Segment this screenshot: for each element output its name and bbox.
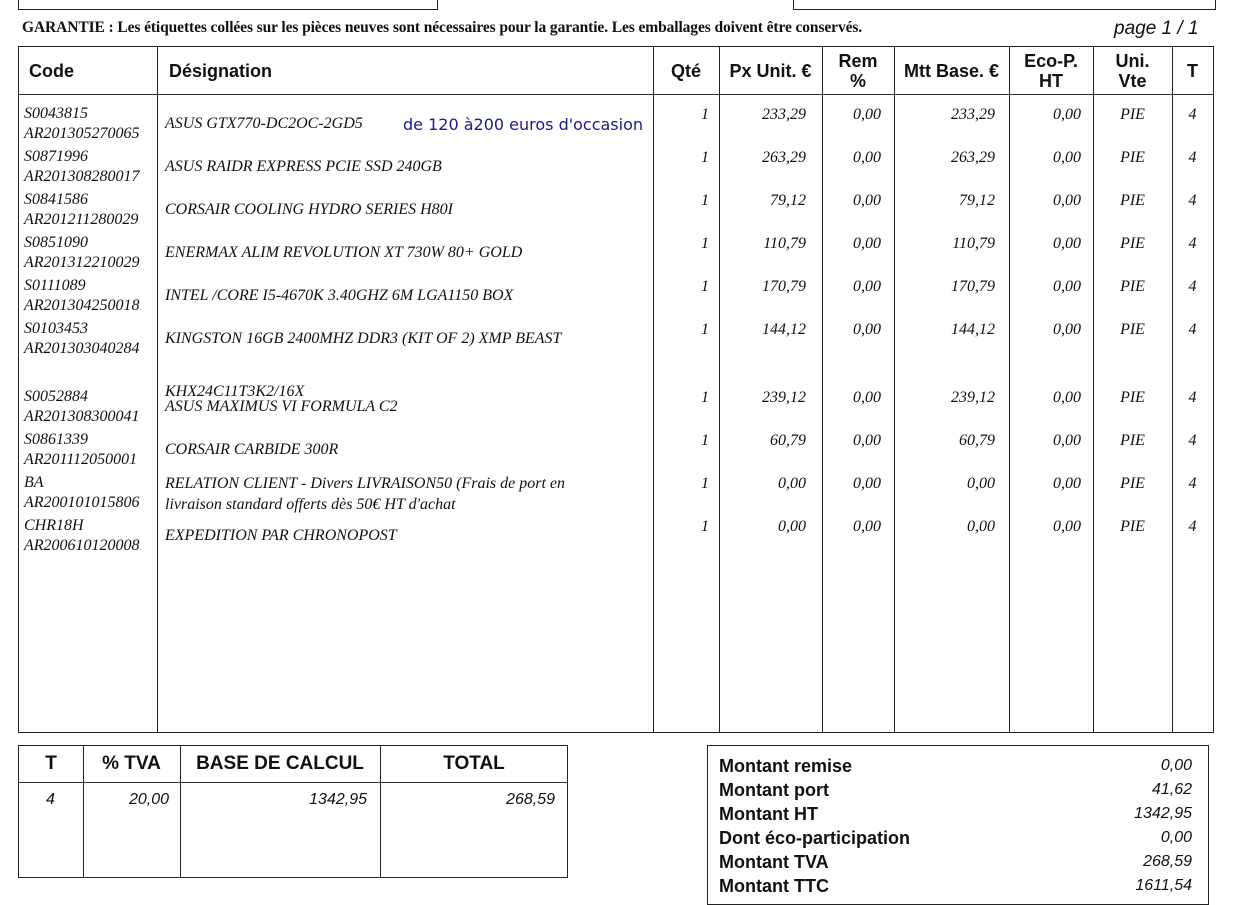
row-reference: AR200101015806 (24, 494, 140, 511)
row-discount: 0,00 (853, 518, 881, 535)
row-base-amount: 0,00 (967, 475, 995, 492)
total-label: Montant TVA (719, 851, 829, 872)
row-unit-price: 0,00 (778, 518, 806, 535)
row-sales-unit: PIE (1120, 149, 1145, 166)
row-sales-unit: PIE (1120, 432, 1145, 449)
row-designation: EXPEDITION PAR CHRONOPOST (165, 527, 397, 544)
invoice-lines-table (18, 46, 1214, 733)
column-divider (822, 47, 823, 732)
vat-header-rate: % TVA (102, 753, 161, 774)
total-row (719, 826, 1192, 850)
row-sales-unit: PIE (1120, 106, 1145, 123)
row-quantity: 1 (701, 106, 709, 123)
total-label: Montant port (719, 779, 829, 800)
row-sales-unit: PIE (1120, 235, 1145, 252)
row-quantity: 1 (701, 389, 709, 406)
vat-header-t: T (45, 753, 57, 774)
row-tax-code: 4 (1188, 235, 1197, 252)
total-label: Dont éco-participation (719, 827, 911, 848)
row-sales-unit: PIE (1120, 278, 1145, 295)
row-discount: 0,00 (853, 432, 881, 449)
row-tax-code: 4 (1188, 518, 1197, 535)
top-right-address-box (793, 0, 1216, 10)
row-discount: 0,00 (853, 149, 881, 166)
row-reference: AR201308300041 (24, 408, 140, 425)
row-tax-code: 4 (1188, 389, 1197, 406)
row-designation: CORSAIR COOLING HYDRO SERIES H80I (165, 201, 453, 218)
row-quantity: 1 (701, 278, 709, 295)
row-code: S0871996 (24, 148, 88, 165)
row-tax-code: 4 (1188, 475, 1197, 492)
row-quantity: 1 (701, 432, 709, 449)
total-value: 0,00 (1160, 757, 1192, 774)
totals-box (707, 745, 1209, 905)
row-quantity: 1 (701, 235, 709, 252)
total-row (719, 754, 1192, 778)
total-label: Montant TTC (719, 875, 829, 896)
row-discount: 0,00 (853, 192, 881, 209)
row-designation: ASUS RAIDR EXPRESS PCIE SSD 240GB (165, 158, 442, 175)
row-quantity: 1 (701, 475, 709, 492)
row-code: S0851090 (24, 234, 88, 251)
total-row (719, 874, 1192, 898)
row-reference: AR201211280029 (24, 211, 139, 228)
column-divider (653, 47, 654, 732)
top-left-address-box (18, 0, 438, 10)
row-sales-unit: PIE (1120, 518, 1145, 535)
row-base-amount: 0,00 (967, 518, 995, 535)
row-eco-participation: 0,00 (1053, 432, 1081, 449)
row-unit-price: 170,79 (762, 278, 806, 295)
row-designation: KINGSTON 16GB 2400MHZ DDR3 (KIT OF 2) XMP BEAST (165, 330, 562, 347)
row-base-amount: 60,79 (959, 432, 995, 449)
column-header-discount (822, 47, 894, 94)
row-reference: AR200610120008 (24, 537, 140, 554)
total-label: Montant HT (719, 803, 818, 824)
row-reference: AR201308280017 (24, 168, 140, 185)
row-eco-participation: 0,00 (1053, 106, 1081, 123)
row-quantity: 1 (701, 518, 709, 535)
column-header-eco-line1: Eco-P. (1024, 50, 1078, 71)
column-divider (894, 47, 895, 732)
row-unit-price: 239,12 (762, 389, 806, 406)
row-unit-price: 144,12 (762, 321, 806, 338)
column-divider (157, 47, 158, 732)
row-quantity: 1 (701, 321, 709, 338)
total-label: Montant remise (719, 755, 853, 776)
row-reference: AR201304250018 (24, 297, 140, 314)
row-designation: ENERMAX ALIM REVOLUTION XT 730W 80+ GOLD (165, 244, 523, 261)
row-reference: AR201305270065 (24, 125, 140, 142)
total-row (719, 850, 1192, 874)
row-designation: ASUS MAXIMUS VI FORMULA C2 (165, 398, 398, 415)
column-header-eco-line2: HT (1039, 70, 1063, 91)
row-base-amount: 239,12 (951, 389, 995, 406)
row-unit-price: 60,79 (770, 432, 806, 449)
row-sales-unit: PIE (1120, 321, 1145, 338)
row-tax-code: 4 (1188, 321, 1197, 338)
total-value: 1342,95 (1134, 805, 1192, 822)
row-reference: AR201312210029 (24, 254, 140, 271)
column-divider (1009, 47, 1010, 732)
row-discount: 0,00 (853, 389, 881, 406)
row-quantity: 1 (701, 149, 709, 166)
column-header-unit-line1: Uni. (1115, 50, 1150, 71)
row-eco-participation: 0,00 (1053, 321, 1081, 338)
header-divider (19, 94, 1213, 95)
total-row (719, 802, 1192, 826)
row-designation: INTEL /CORE I5-4670K 3.40GHZ 6M LGA1150 BOX (165, 287, 514, 304)
row-eco-participation: 0,00 (1053, 389, 1081, 406)
vat-header-total: TOTAL (443, 753, 505, 774)
row-base-amount: 263,29 (951, 149, 995, 166)
column-header-base-amount: Mtt Base. € (903, 60, 1000, 81)
row-code: S0103453 (24, 320, 88, 337)
guarantee-notice: GARANTIE : Les étiquettes collées sur les pièces neuves sont nécessaires pour la garantie. Les emballages doivent être conservés. (22, 19, 863, 36)
row-designation: RELATION CLIENT - Divers LIVRAISON50 (Frais de port en (165, 475, 565, 492)
row-designation: ASUS GTX770-DC2OC-2GD5 (165, 115, 363, 132)
total-row (719, 778, 1192, 802)
total-value: 268,59 (1143, 853, 1192, 870)
row-code: S0111089 (24, 277, 86, 294)
row-sales-unit: PIE (1120, 475, 1145, 492)
row-sales-unit: PIE (1120, 389, 1145, 406)
row-code: S0861339 (24, 431, 88, 448)
row-sales-unit: PIE (1120, 192, 1145, 209)
row-eco-participation: 0,00 (1053, 235, 1081, 252)
row-code: BA (24, 474, 44, 491)
column-header-designation: Désignation (169, 60, 273, 81)
vat-row-total: 268,59 (506, 791, 555, 808)
row-eco-participation: 0,00 (1053, 278, 1081, 295)
row-discount: 0,00 (853, 321, 881, 338)
total-value: 41,62 (1151, 781, 1192, 798)
row-base-amount: 144,12 (951, 321, 995, 338)
row-reference: AR201303040284 (24, 340, 140, 357)
row-code: S0052884 (24, 388, 88, 405)
row-designation: livraison standard offerts dès 50€ HT d'achat (165, 496, 456, 513)
total-value: 1611,54 (1135, 877, 1192, 894)
row-code: CHR18H (24, 517, 84, 534)
row-tax-code: 4 (1188, 192, 1197, 209)
total-value: 0,00 (1160, 829, 1192, 846)
row-tax-code: 4 (1188, 106, 1197, 123)
column-header-tax-code: T (1187, 60, 1198, 81)
column-header-discount-line1: Rem (838, 50, 878, 71)
vat-row-rate: 20,00 (128, 791, 169, 808)
row-tax-code: 4 (1188, 278, 1197, 295)
row-base-amount: 110,79 (952, 235, 995, 252)
page-number: page 1 / 1 (1114, 18, 1199, 39)
row-eco-participation: 0,00 (1053, 149, 1081, 166)
row-unit-price: 79,12 (770, 192, 806, 209)
column-header-unit-price: Px Unit. € (729, 60, 812, 81)
row-code: S0043815 (24, 105, 88, 122)
row-unit-price: 0,00 (778, 475, 806, 492)
column-header-qty: Qté (670, 60, 701, 81)
vat-summary-table (18, 745, 568, 878)
row-eco-participation: 0,00 (1053, 518, 1081, 535)
column-header-unit-line2: Vte (1118, 70, 1147, 91)
column-header-discount-line2: % (849, 70, 866, 91)
row-designation: CORSAIR CARBIDE 300R (165, 441, 339, 458)
column-header-eco-participation (1009, 47, 1093, 94)
column-header-code: Code (29, 60, 74, 81)
row-reference: AR201112050001 (24, 451, 138, 468)
row-unit-price: 110,79 (763, 235, 806, 252)
row-base-amount: 233,29 (951, 106, 995, 123)
row-discount: 0,00 (853, 278, 881, 295)
row-quantity: 1 (701, 192, 709, 209)
column-header-sales-unit (1093, 47, 1172, 94)
column-divider (719, 47, 720, 732)
row-eco-participation: 0,00 (1053, 192, 1081, 209)
row-unit-price: 233,29 (762, 106, 806, 123)
row-unit-price: 263,29 (762, 149, 806, 166)
row-designation: KHX24C11T3K2/16X (165, 383, 305, 400)
row-base-amount: 79,12 (959, 192, 995, 209)
handwritten-annotation: de 120 à200 euros d'occasion (403, 115, 644, 134)
row-code: S0841586 (24, 191, 88, 208)
header-divider (19, 782, 567, 783)
row-eco-participation: 0,00 (1053, 475, 1081, 492)
vat-row-base: 1342,95 (309, 791, 367, 808)
row-tax-code: 4 (1188, 432, 1197, 449)
vat-row-t: 4 (46, 791, 55, 808)
vat-header-base: BASE DE CALCUL (196, 753, 364, 774)
row-discount: 0,00 (853, 475, 881, 492)
row-base-amount: 170,79 (951, 278, 995, 295)
row-discount: 0,00 (853, 106, 881, 123)
row-tax-code: 4 (1188, 149, 1197, 166)
row-discount: 0,00 (853, 235, 881, 252)
